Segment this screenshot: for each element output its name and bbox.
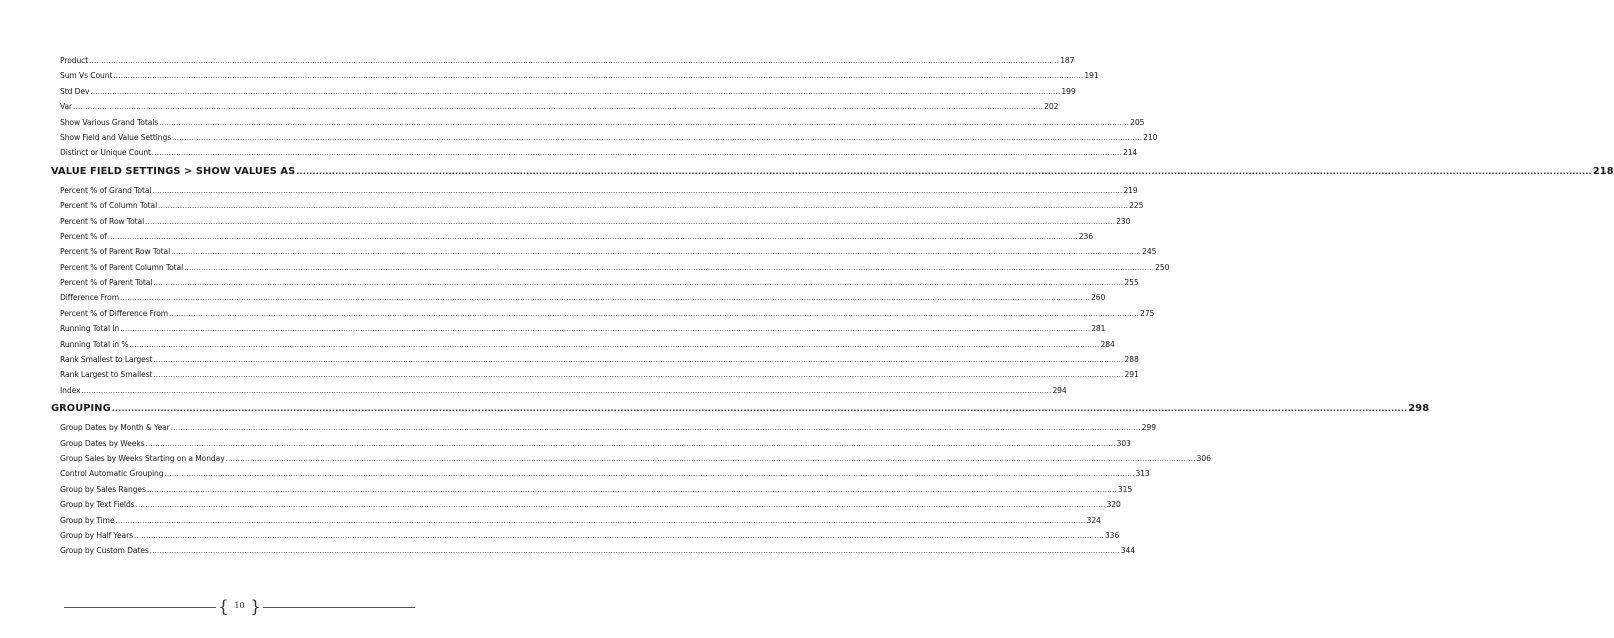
toc-entry [51, 56, 1075, 71]
dot-leader: ................................................................................................................................................................................................................................................................................................................................................................................................................ [120, 325, 1091, 334]
dot-leader: ................................................................................................................................................................................................................................................................................................................................................................................................................ [146, 485, 1117, 494]
toc-entry-page: 336 [1105, 530, 1120, 540]
toc-entry-title: Show Various Grand Totals [60, 117, 159, 127]
toc-entry-title: Group by Half Years [60, 530, 133, 540]
toc-entry-page: 320 [1106, 500, 1121, 510]
toc-entry-page: 315 [1117, 484, 1133, 494]
dot-leader: ................................................................................................................................................................................................................................................................................................................................................................................................................ [153, 356, 1124, 365]
toc-entry-title: Var [60, 102, 73, 112]
toc-entry-title: Control Automatic Grouping [60, 469, 164, 479]
toc-entry [51, 216, 1131, 232]
toc-entry-page: 288 [1124, 355, 1139, 365]
toc-entry [51, 102, 1059, 117]
toc-entry-page: 199 [1061, 86, 1076, 96]
toc-entry-page: 210 [1143, 132, 1158, 142]
toc-entry-title: Product [60, 56, 89, 65]
toc-entry [51, 385, 1067, 401]
dot-leader: ................................................................................................................................................................................................................................................................................................................................................................................................................ [81, 386, 1052, 395]
toc-entry [51, 355, 1139, 370]
toc-entry-page: 187 [1060, 56, 1075, 65]
toc-entry-title: Group by Custom Dates [60, 546, 149, 556]
toc-section-entry [51, 401, 1430, 421]
toc-entry [51, 278, 1139, 293]
toc-entry-page: 218 [1592, 165, 1614, 177]
toc-entry [51, 148, 1138, 163]
toc-entry-title: Show Field and Value Settings [60, 132, 172, 142]
toc-entry-title: VALUE FIELD SETTINGS > SHOW VALUES AS [51, 165, 296, 177]
dot-leader: ................................................................................................................................................................................................................................................................................................................................................................................................................ [149, 547, 1120, 556]
dot-leader: ................................................................................................................................................................................................................................................................................................................................................................................................................ [111, 404, 1408, 414]
toc-entry-title: Group by Time [60, 515, 115, 525]
dot-leader: ................................................................................................................................................................................................................................................................................................................................................................................................................ [129, 340, 1100, 349]
toc-entry-page: 313 [1135, 469, 1150, 479]
toc-entry [51, 231, 1093, 247]
toc-entry [51, 453, 1211, 469]
dot-leader: ................................................................................................................................................................................................................................................................................................................................................................................................................ [170, 424, 1141, 433]
toc-entry-page: 294 [1052, 385, 1067, 395]
toc-entry-title: Group Dates by Weeks [60, 438, 145, 448]
page-number: 10 [234, 601, 245, 610]
toc-entry [51, 201, 1144, 216]
toc-entry [51, 71, 1099, 86]
toc-entry-title: Rank Smallest to Largest [60, 355, 153, 365]
dot-leader: ................................................................................................................................................................................................................................................................................................................................................................................................................ [73, 103, 1044, 112]
toc-entry-title: Percent % of Grand Total [60, 185, 152, 195]
toc-entry-title: Rank Largest to Smallest [60, 370, 153, 380]
toc-entry [51, 308, 1155, 324]
toc-entry [51, 484, 1133, 500]
toc-entry-page: 245 [1142, 247, 1157, 257]
toc-entry [51, 132, 1158, 148]
toc-entry-title: Difference From [60, 293, 119, 303]
toc-entry [51, 438, 1131, 454]
footer-brace-left: { [218, 597, 229, 617]
toc-entry-page: 214 [1122, 148, 1138, 158]
toc-entry-page: 281 [1091, 324, 1106, 334]
page-footer [64, 596, 415, 620]
toc-entry-title: Running Total in % [60, 339, 129, 349]
dot-leader: ................................................................................................................................................................................................................................................................................................................................................................................................................ [153, 371, 1124, 380]
toc-entry-page: 191 [1084, 71, 1099, 81]
toc-entry-title: Index [60, 385, 81, 395]
toc-entry [51, 339, 1115, 355]
toc-entry [51, 370, 1139, 385]
table-of-contents [51, 56, 1614, 562]
toc-entry-page: 230 [1116, 216, 1131, 226]
dot-leader: ................................................................................................................................................................................................................................................................................................................................................................................................................ [145, 217, 1116, 226]
toc-entry [51, 469, 1150, 484]
dot-leader: ................................................................................................................................................................................................................................................................................................................................................................................................................ [158, 202, 1129, 211]
dot-leader: ................................................................................................................................................................................................................................................................................................................................................................................................................ [151, 149, 1122, 158]
toc-entry [51, 262, 1170, 278]
toc-entry-title: Std Dev [60, 86, 90, 96]
dot-leader: ................................................................................................................................................................................................................................................................................................................................................................................................................ [159, 118, 1130, 127]
toc-entry-title: Percent % of Parent Column Total [60, 262, 184, 272]
toc-entry-title: Group by Sales Ranges [60, 484, 146, 494]
toc-entry-title: Percent % of Column Total [60, 201, 158, 211]
toc-entry [51, 117, 1145, 133]
toc-entry-title: Percent % of Parent Total [60, 278, 153, 288]
toc-entry [51, 293, 1106, 308]
toc-entry [51, 86, 1076, 102]
toc-entry-title: Percent % of Parent Row Total [60, 247, 171, 257]
toc-entry-page: 236 [1078, 231, 1093, 241]
toc-entry [51, 530, 1120, 546]
dot-leader: ................................................................................................................................................................................................................................................................................................................................................................................................................ [169, 309, 1140, 318]
toc-entry-page: 324 [1086, 515, 1101, 525]
toc-entry-title: Group by Text Fields [60, 500, 135, 510]
dot-leader: ................................................................................................................................................................................................................................................................................................................................................................................................................ [115, 516, 1086, 525]
footer-brace-right: } [250, 597, 261, 617]
toc-entry-page: 303 [1116, 438, 1131, 448]
toc-entry-page: 344 [1120, 546, 1136, 556]
dot-leader: ................................................................................................................................................................................................................................................................................................................................................................................................................ [90, 87, 1061, 96]
footer-rule-right [263, 607, 415, 608]
toc-entry-title: Distinct or Unique Count [60, 148, 151, 158]
toc-entry-page: 260 [1091, 293, 1106, 303]
dot-leader: ................................................................................................................................................................................................................................................................................................................................................................................................................ [184, 263, 1155, 272]
dot-leader: ................................................................................................................................................................................................................................................................................................................................................................................................................ [172, 133, 1143, 142]
toc-entry-title: Sum Vs Count [60, 71, 113, 81]
dot-leader: ................................................................................................................................................................................................................................................................................................................................................................................................................ [225, 454, 1196, 463]
dot-leader: ................................................................................................................................................................................................................................................................................................................................................................................................................ [135, 501, 1106, 510]
toc-entry-page: 275 [1140, 308, 1155, 318]
dot-leader: ................................................................................................................................................................................................................................................................................................................................................................................................................ [153, 279, 1124, 288]
toc-entry-title: Group Dates by Month & Year [60, 423, 170, 433]
toc-entry-page: 299 [1141, 423, 1156, 433]
dot-leader: ................................................................................................................................................................................................................................................................................................................................................................................................................ [152, 186, 1123, 195]
toc-entry-page: 306 [1196, 453, 1211, 463]
toc-entry-page: 202 [1044, 102, 1059, 112]
toc-entry-page: 205 [1130, 117, 1145, 127]
toc-entry-title: Percent % of Difference From [60, 308, 169, 318]
toc-entry-page: 291 [1124, 370, 1139, 380]
toc-entry-page: 284 [1100, 339, 1115, 349]
dot-leader: ................................................................................................................................................................................................................................................................................................................................................................................................................ [296, 166, 1592, 176]
toc-entry-title: Percent % of Row Total [60, 216, 145, 226]
dot-leader: ................................................................................................................................................................................................................................................................................................................................................................................................................ [164, 470, 1135, 479]
dot-leader: ................................................................................................................................................................................................................................................................................................................................................................................................................ [171, 248, 1142, 257]
dot-leader: ................................................................................................................................................................................................................................................................................................................................................................................................................ [133, 531, 1105, 540]
toc-entry [51, 515, 1101, 531]
toc-entry-page: 219 [1123, 185, 1138, 195]
toc-entry [51, 423, 1156, 438]
dot-leader: ................................................................................................................................................................................................................................................................................................................................................................................................................ [145, 439, 1116, 448]
toc-entry-page: 225 [1129, 201, 1144, 211]
dot-leader: ................................................................................................................................................................................................................................................................................................................................................................................................................ [89, 57, 1060, 65]
toc-section-entry [51, 164, 1614, 184]
toc-entry [51, 546, 1136, 561]
dot-leader: ................................................................................................................................................................................................................................................................................................................................................................................................................ [113, 72, 1084, 81]
toc-entry-title: Running Total In [60, 324, 120, 334]
dot-leader: ................................................................................................................................................................................................................................................................................................................................................................................................................ [107, 232, 1078, 241]
toc-entry [51, 500, 1121, 515]
toc-entry-page: 298 [1408, 403, 1430, 415]
toc-entry [51, 247, 1157, 262]
toc-entry [51, 324, 1106, 339]
toc-entry-title: Group Sales by Weeks Starting on a Monday [60, 453, 225, 463]
toc-entry-page: 250 [1155, 262, 1170, 272]
toc-entry [51, 185, 1138, 201]
dot-leader: ................................................................................................................................................................................................................................................................................................................................................................................................................ [120, 294, 1091, 303]
toc-entry-page: 255 [1124, 278, 1139, 288]
toc-entry-title: Percent % of [60, 231, 107, 241]
toc-entry-title: GROUPING [51, 403, 111, 415]
